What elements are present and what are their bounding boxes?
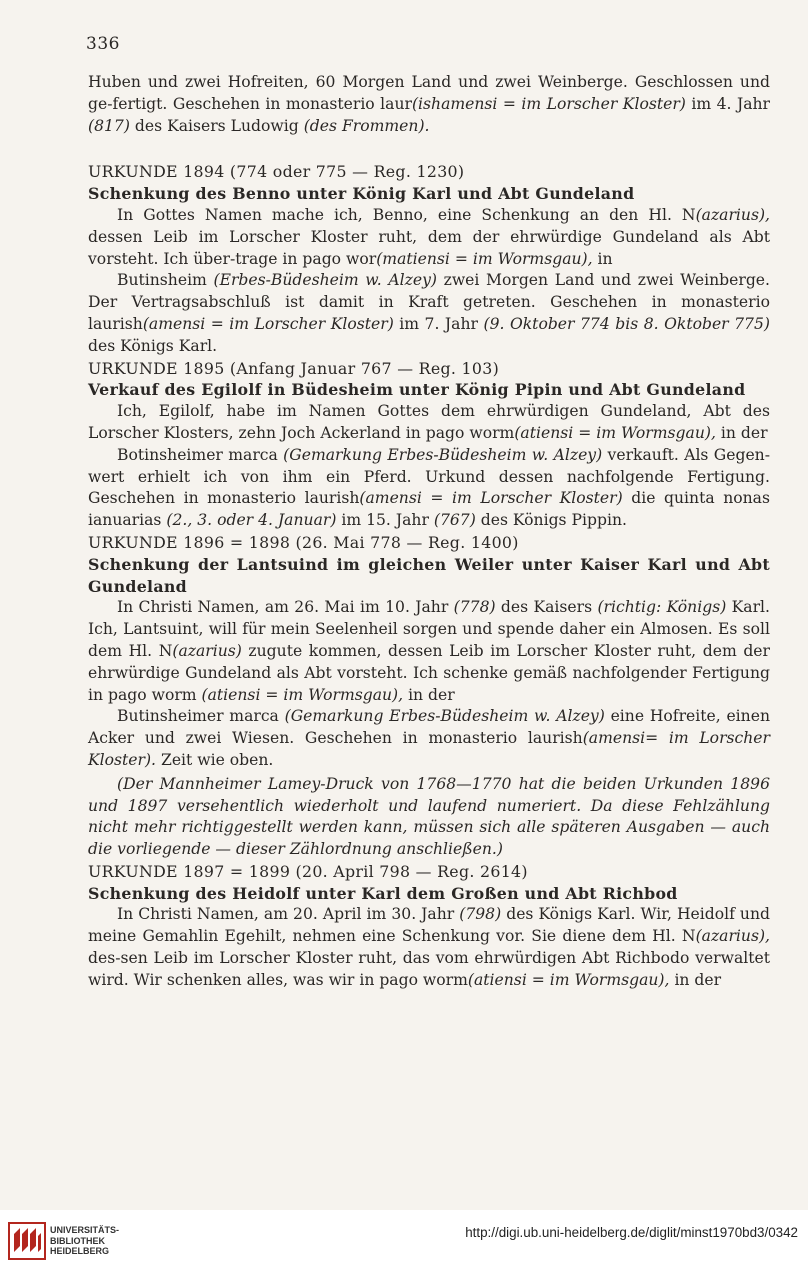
urkunde-1896-paragraph-2 — [88, 706, 770, 771]
annotation-span: (767) — [433, 511, 476, 530]
annotation-span: (matiensi = im Wormsgau), — [376, 249, 593, 268]
urkunde-1895-subtitle: Verkauf des Egilolf in Büdesheim unter König Pipin und Abt Gundeland — [88, 380, 746, 400]
annotation-span: (798) — [459, 905, 502, 924]
urkunde-1896-paragraph-1 — [88, 597, 770, 706]
annotation-span: (azarius), — [695, 205, 770, 224]
text-span: des-sen Leib im Lorscher Kloster ruht, das vom ehrwürdigen Abt Richbodo verwaltet wird. Wir schenken alles, was wir in pago worm — [88, 949, 770, 989]
text-span: des Kaisers Ludowig — [129, 116, 304, 135]
university-library-logo-icon — [8, 1222, 46, 1260]
urkunde-1896-subtitle: Schenkung der Lantsuind im gleichen Weiler unter Kaiser Karl und Abt Gundeland — [88, 554, 770, 596]
text-span: die quinta nonas ianuarias — [88, 489, 770, 530]
text-span: des Kaisers — [495, 598, 598, 617]
annotation-span: (Gemarkung Erbes-Büdesheim w. Alzey) — [284, 707, 605, 726]
library-name-line: BIBLIOTHEK — [50, 1235, 105, 1246]
library-name-line: UNIVERSITÄTS- — [50, 1225, 120, 1235]
text-span: zwei Morgen Land und zwei Weinberge. Der Vertragsabschluß ist damit in Kraft getreten. Geschehen in monasterio laurish — [88, 271, 770, 333]
text-span: in der — [715, 423, 768, 442]
digital-copy-link[interactable]: http://digi.ub.uni-heidelberg.de/diglit/minst1970bd3/0342 — [465, 1225, 798, 1240]
text-span: Huben und zwei Hofreiten, 60 Morgen Land und zwei Weinberge. Geschlossen und ge-fertigt. Geschehen in monasterio laur — [88, 73, 770, 113]
annotation-span: (des Frommen). — [303, 116, 430, 135]
annotation-span: (2., 3. oder 4. Januar) — [166, 511, 337, 530]
text-span: im 15. Jahr — [336, 511, 434, 530]
text-span: In Christi Namen, am 20. April im 30. Jahr — [117, 905, 460, 924]
annotation-span: (atiensi = im Wormsgau), — [201, 685, 404, 704]
opening-paragraph — [88, 72, 770, 137]
annotation-span: (amensi = im Lorscher Kloster) — [142, 314, 394, 333]
page-number: 336 — [86, 34, 120, 54]
annotation-span: (atiensi = im Wormsgau), — [514, 423, 716, 442]
annotation-span: (azarius) — [172, 641, 242, 660]
urkunde-1897-paragraph-1 — [88, 904, 770, 991]
annotation-span: (amensi= im Lorscher Kloster). — [88, 729, 770, 769]
urkunde-1894-paragraph-1 — [88, 205, 770, 270]
annotation-span: (817) — [88, 116, 130, 135]
annotation-span: (azarius), — [695, 927, 770, 946]
text-span: zugute kommen, dessen Leib im Lorscher Kloster ruht, dem der ehrwürdige Gundeland als Abt vorsteht. Ich schenke gemäß nachfolgender Fertigung in pago worm — [88, 641, 770, 704]
annotation-span: (ishamensi = im Lorscher Kloster) — [411, 94, 686, 113]
text-span: Zeit wie oben. — [156, 750, 274, 769]
text-span: Botinsheimer marca — [117, 445, 284, 464]
text-span: Butinsheimer marca — [117, 707, 285, 726]
urkunde-1894-title: URKUNDE 1894 (774 oder 775 — Reg. 1230) — [88, 162, 465, 182]
annotation-span: (Erbes-Büdesheim w. Alzey) — [213, 271, 437, 290]
document-body — [88, 72, 770, 992]
text-span: In Christi Namen, am 26. Mai im 10. Jahr — [117, 598, 454, 617]
text-span: des Königs Karl. — [88, 336, 218, 355]
text-span: in — [592, 249, 613, 268]
text-span: verkauft. Als Gegen-wert erhielt ich von ihm ein Pferd. Urkund dessen nachfolgende Fertigung. Geschehen in monasterio laurish — [88, 445, 770, 508]
library-name-line: HEIDELBERG — [50, 1246, 110, 1256]
digitization-footer — [0, 1210, 808, 1272]
urkunde-1896-editorial-note: (Der Mannheimer Lamey-Druck von 1768—1770 hat die beiden Urkunden 1896 und 1897 versehentlich wiederholt und laufend numeriert. Da diese Fehlzählung nicht mehr richtiggestellt werden kann, müssen sich alle späteren Ausgaben — auch die vorliegende — dieser Zählordnung anschließen.) — [88, 774, 770, 859]
text-span: eine Hofreite, einen Acker und zwei Wiesen. Geschehen in monasterio laurish — [88, 707, 770, 748]
text-span: In Gottes Namen mache ich, Benno, eine Schenkung an den Hl. N — [117, 205, 696, 224]
annotation-span: (Gemarkung Erbes-Büdesheim w. Alzey) — [283, 445, 603, 464]
text-span: in der — [669, 970, 722, 989]
urkunde-1895-paragraph-1 — [88, 401, 770, 445]
text-span: im 4. Jahr — [685, 94, 770, 113]
text-span: in der — [403, 685, 455, 704]
urkunde-1896-title: URKUNDE 1896 = 1898 (26. Mai 778 — Reg. 1400) — [88, 532, 519, 552]
urkunde-1897-title: URKUNDE 1897 = 1899 (20. April 798 — Reg. 2614) — [88, 861, 528, 881]
text-span: Butinsheim — [117, 271, 214, 290]
annotation-span: (richtig: Königs) — [597, 598, 727, 617]
annotation-span: (9. Oktober 774 bis 8. Oktober 775) — [483, 314, 770, 333]
annotation-span: (778) — [453, 598, 496, 617]
urkunde-1894-subtitle: Schenkung des Benno unter König Karl und Abt Gundeland — [88, 184, 635, 204]
annotation-span: (atiensi = im Wormsgau), — [467, 970, 670, 989]
urkunde-1897-subtitle: Schenkung des Heidolf unter Karl dem Großen und Abt Richbod — [88, 883, 678, 903]
urkunde-1895-title: URKUNDE 1895 (Anfang Januar 767 — Reg. 103) — [88, 358, 500, 378]
text-span: des Königs Pippin. — [475, 511, 627, 530]
urkunde-1895-paragraph-2 — [88, 445, 770, 532]
urkunde-1894-paragraph-2 — [88, 270, 770, 357]
text-span: dessen Leib im Lorscher Kloster ruht, dem der ehrwürdige Gundeland als Abt vorsteht. Ich über-trage in pago wor — [88, 227, 770, 268]
text-span: des Königs Karl. Wir, Heidolf und meine Gemahlin Egehilt, nehmen eine Schenkung vor. Sie diene dem Hl. N — [88, 905, 770, 946]
text-span: Ich, Egilolf, habe im Namen Gottes dem ehrwürdigen Gundeland, Abt des Lorscher Klosters, zehn Joch Ackerland in pago worm — [88, 402, 770, 442]
annotation-span: (amensi = im Lorscher Kloster) — [359, 489, 623, 508]
text-span: im 7. Jahr — [393, 314, 484, 333]
text-span: Karl. Ich, Lantsuint, will für mein Seelenheil sorgen und spende daher ein Almosen. Es soll dem Hl. N — [88, 598, 770, 660]
library-name — [50, 1225, 119, 1257]
